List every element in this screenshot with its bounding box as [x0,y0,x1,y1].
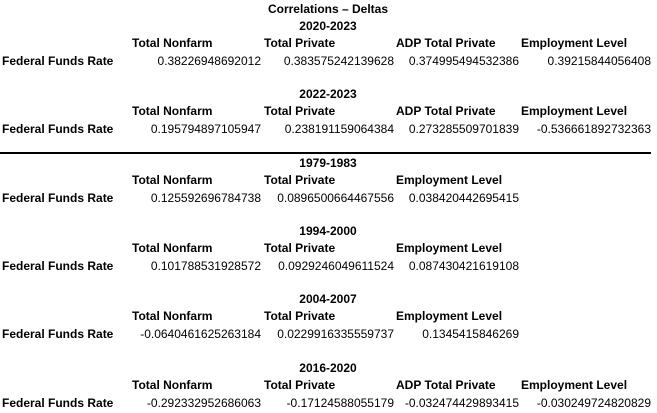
row-label-federal-funds-rate: Federal Funds Rate [2,54,114,68]
value-total-private: 0.0929246049611524 [278,259,394,273]
value-adp-total-private: -0.032474429893415 [404,396,519,410]
correlation-section-2022-2023 [0,87,657,139]
column-header-employment-level: Employment Level [396,173,503,187]
column-header-employment-level: Employment Level [521,378,628,392]
value-total-nonfarm: 0.101788531928572 [150,259,261,273]
column-header-total-nonfarm: Total Nonfarm [132,241,213,255]
correlation-section-1994-2000 [0,224,657,276]
value-adp-total-private: 0.273285509701839 [408,122,519,136]
column-header-adp-total-private: ADP Total Private [396,104,496,118]
value-total-nonfarm: -0.292332952686063 [146,396,261,410]
row-label-federal-funds-rate: Federal Funds Rate [2,122,114,136]
column-header-total-nonfarm: Total Nonfarm [132,36,213,50]
column-header-adp-total-private: ADP Total Private [396,378,496,392]
column-header-employment-level: Employment Level [521,36,628,50]
column-header-total-private: Total Private [264,104,336,118]
value-employment-level: 0.087430421619108 [408,259,519,273]
row-label-federal-funds-rate: Federal Funds Rate [2,327,114,341]
correlation-section-1979-1983 [0,156,657,208]
period-heading: 2016-2020 [299,361,357,375]
column-header-total-nonfarm: Total Nonfarm [132,104,213,118]
row-label-federal-funds-rate: Federal Funds Rate [2,191,114,205]
value-employment-level: 0.038420442695415 [408,191,519,205]
value-total-nonfarm: 0.195794897105947 [150,122,261,136]
value-total-nonfarm: 0.38226948692012 [157,54,261,68]
column-header-adp-total-private: ADP Total Private [396,36,496,50]
column-header-employment-level: Employment Level [521,104,628,118]
column-header-total-private: Total Private [264,309,336,323]
column-header-total-nonfarm: Total Nonfarm [132,378,213,392]
column-header-total-nonfarm: Total Nonfarm [132,309,213,323]
row-label-federal-funds-rate: Federal Funds Rate [2,396,114,410]
value-total-private: -0.17124588055179 [286,396,394,410]
value-total-private: 0.0229916335559737 [277,327,394,341]
value-adp-total-private: 0.374995494532386 [408,54,519,68]
period-heading: 1979-1983 [299,156,357,170]
value-employment-level: -0.536661892732363 [536,122,651,136]
column-header-total-private: Total Private [264,378,336,392]
column-header-total-private: Total Private [264,36,336,50]
column-header-employment-level: Employment Level [396,309,503,323]
period-heading: 1994-2000 [299,224,357,238]
report-title: Correlations – Deltas [267,2,389,16]
period-heading: 2022-2023 [299,87,357,101]
column-header-total-nonfarm: Total Nonfarm [132,173,213,187]
value-total-private: 0.0896500664467556 [277,191,394,205]
period-heading: 2020-2023 [299,19,357,33]
correlation-section-2004-2007 [0,292,657,344]
period-heading: 2004-2007 [299,292,357,306]
column-header-employment-level: Employment Level [396,241,503,255]
value-total-private: 0.238191159064384 [284,122,394,136]
correlation-section-2020-2023 [0,19,657,71]
row-label-federal-funds-rate: Federal Funds Rate [2,259,114,273]
correlation-section-2016-2020 [0,361,657,413]
value-total-private: 0.383575242139628 [283,54,394,68]
value-employment-level: 0.1345415846269 [422,327,519,341]
section-divider [0,152,651,154]
column-header-total-private: Total Private [264,173,336,187]
value-employment-level: -0.030249724820829 [536,396,651,410]
value-employment-level: 0.39215844056408 [547,54,651,68]
column-header-total-private: Total Private [264,241,336,255]
value-total-nonfarm: 0.125592696784738 [150,191,261,205]
value-total-nonfarm: -0.0640461625263184 [140,327,261,341]
